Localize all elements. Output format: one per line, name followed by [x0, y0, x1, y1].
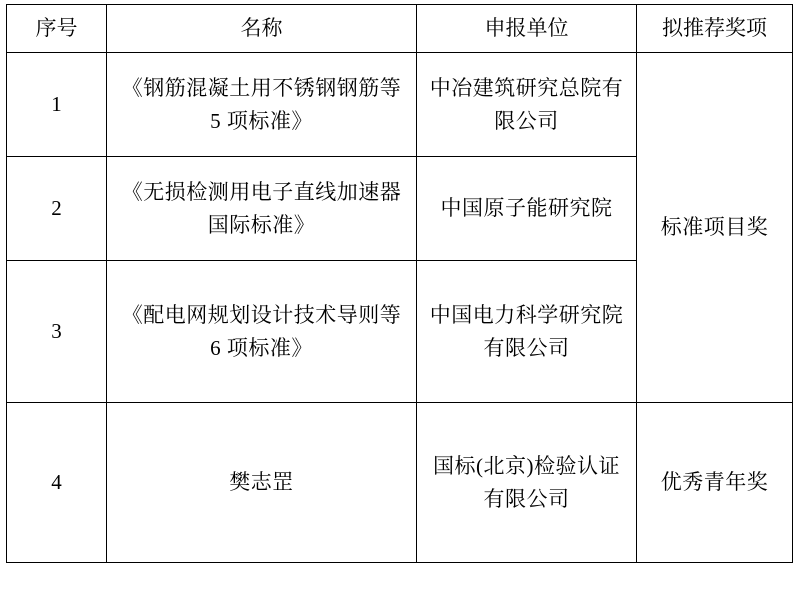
- award-recommendation-table: [6, 4, 793, 563]
- cell-name: 《无损检测用电子直线加速器国际标准》: [107, 157, 417, 261]
- table-row: [7, 403, 793, 563]
- document-page: [0, 4, 798, 589]
- cell-name: 《配电网规划设计技术导则等 6 项标准》: [107, 261, 417, 403]
- cell-award-standard-project: 标准项目奖: [637, 53, 793, 403]
- column-header-name: 名称: [107, 5, 417, 53]
- column-header-index: 序号: [7, 5, 107, 53]
- table-body: [7, 53, 793, 563]
- cell-name: 樊志罡: [107, 403, 417, 563]
- cell-org: 中国电力科学研究院有限公司: [417, 261, 637, 403]
- column-header-award: 拟推荐奖项: [637, 5, 793, 53]
- table-row: [7, 53, 793, 157]
- table-header-row: [7, 5, 793, 53]
- cell-org: 国标(北京)检验认证有限公司: [417, 403, 637, 563]
- cell-name: 《钢筋混凝土用不锈钢钢筋等 5 项标准》: [107, 53, 417, 157]
- column-header-org: 申报单位: [417, 5, 637, 53]
- cell-org: 中冶建筑研究总院有限公司: [417, 53, 637, 157]
- cell-org: 中国原子能研究院: [417, 157, 637, 261]
- cell-index: 3: [7, 261, 107, 403]
- cell-award-outstanding-youth: 优秀青年奖: [637, 403, 793, 563]
- cell-index: 4: [7, 403, 107, 563]
- cell-index: 2: [7, 157, 107, 261]
- cell-index: 1: [7, 53, 107, 157]
- table-header: [7, 5, 793, 53]
